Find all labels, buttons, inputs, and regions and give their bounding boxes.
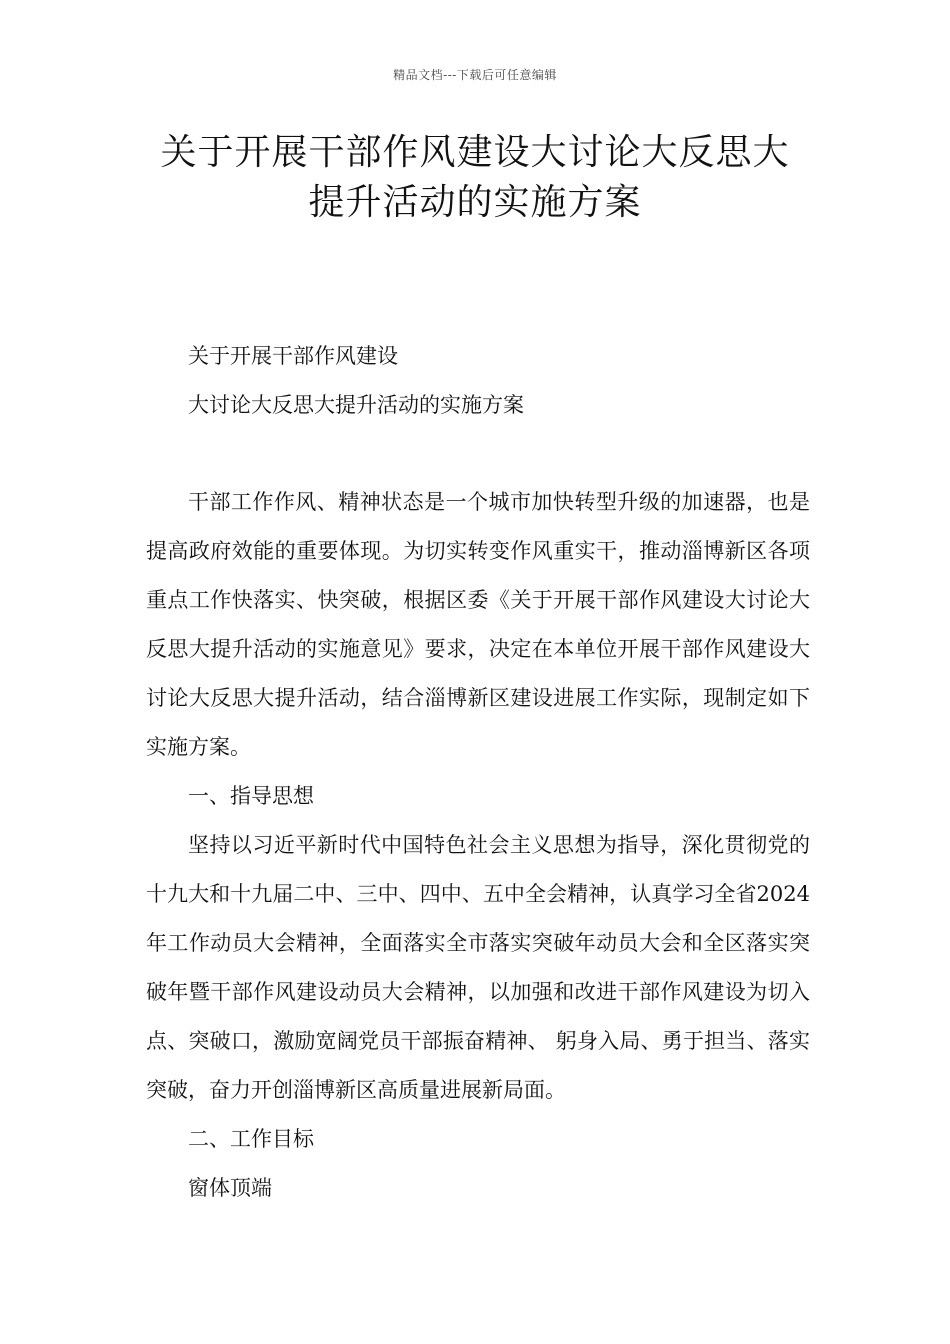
title-line-1: 关于开展干部作风建设大讨论大反思大	[160, 132, 790, 173]
section-heading-work-goals: 二、工作目标	[188, 1127, 314, 1151]
section-heading-guiding-ideology: 一、指导思想	[188, 784, 314, 808]
intro-paragraph: 干部工作作风、精神状态是一个城市加快转型升级的加速器，也是提高政府效能的重要体现。为切实转变作风重实干，推动淄博新区各项重点工作快落实、快突破，根据区委《关于开展干部作风建设大讨论大反思大提升活动的实施意见》要求，决定在本单位开展干部作风建设大讨论大反思大提升活动，结合淄博新区建设进展工作实际，现制定如下实施方案。	[146, 490, 810, 759]
subtitle-line-1: 关于开展干部作风建设	[188, 344, 398, 368]
title-line-2: 提升活动的实施方案	[308, 182, 642, 223]
spacer	[146, 430, 810, 478]
guiding-ideology-paragraph: 坚持以习近平新时代中国特色社会主义思想为指导，深化贯彻党的十九大和十九届二中、三中、四中、五中全会精神，认真学习全省2024年工作动员大会精神，全面落实全市落实突破年动员大会和全区落实突破年暨干部作风建设动员大会精神，以加强和改进干部作风建设为切入点、突破口，激励宽阔党员干部振奋精神、 躬身入局、勇于担当、落实突破，奋力开创淄博新区高质量进展新局面。	[146, 833, 810, 1102]
document-title	[120, 128, 830, 228]
form-top-paragraph: 窗体顶端	[188, 1176, 272, 1200]
document-body	[146, 332, 810, 1213]
subtitle-line-2: 大讨论大反思大提升活动的实施方案	[188, 393, 524, 417]
page-header: 精品文档---下载后可任意编辑	[393, 68, 557, 82]
